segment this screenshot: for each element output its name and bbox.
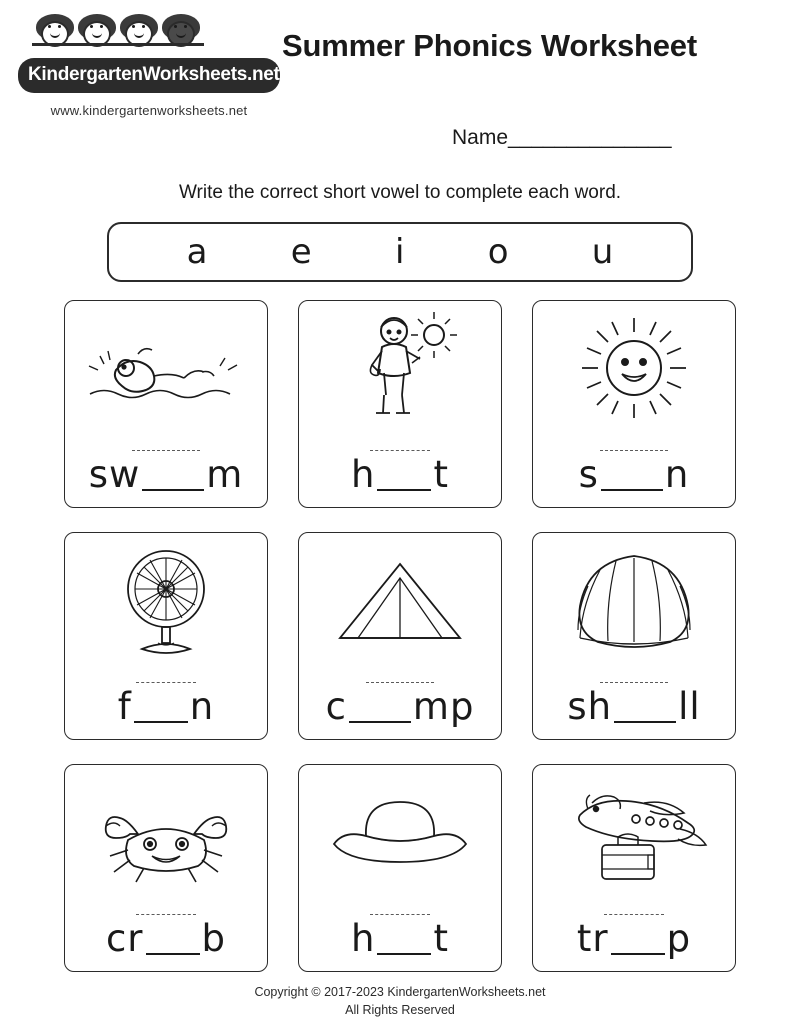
fan-icon: [76, 539, 256, 665]
name-field-label[interactable]: Name______________: [452, 126, 672, 149]
child-icon-2: [74, 14, 120, 56]
answer-blank-3[interactable]: [601, 463, 663, 493]
page-footer: [0, 983, 800, 1019]
word-6: [533, 685, 735, 728]
answer-blank-5[interactable]: [349, 695, 411, 725]
word-1: [65, 453, 267, 496]
answer-blank-4[interactable]: [134, 695, 188, 725]
word-8-prefix: h: [351, 917, 376, 960]
hot-child-icon: [310, 307, 490, 433]
problem-cell-1[interactable]: [64, 300, 268, 508]
page-header: [0, 0, 800, 160]
problem-grid: [64, 300, 736, 972]
crab-icon: [76, 771, 256, 897]
hat-icon: [310, 771, 490, 897]
problem-cell-3[interactable]: [532, 300, 736, 508]
answer-blank-9[interactable]: [611, 927, 665, 957]
word-7-suffix: b: [201, 917, 227, 960]
word-5-prefix: c: [325, 685, 347, 728]
handwriting-guide-8: [370, 914, 430, 915]
answer-blank-8[interactable]: [377, 927, 431, 957]
problem-cell-2[interactable]: [298, 300, 502, 508]
child-icon-4: [158, 14, 204, 56]
problem-cell-7[interactable]: [64, 764, 268, 972]
problem-cell-8[interactable]: [298, 764, 502, 972]
word-3: [533, 453, 735, 496]
vowel-option-u: u: [591, 232, 614, 272]
word-8: [299, 917, 501, 960]
handwriting-guide-5: [366, 682, 434, 683]
problem-cell-4[interactable]: [64, 532, 268, 740]
vowel-option-o: o: [487, 232, 509, 272]
swimming-icon: [76, 307, 256, 433]
word-6-suffix: ll: [678, 685, 701, 728]
tent-icon: [310, 539, 490, 665]
problem-cell-9[interactable]: [532, 764, 736, 972]
site-logo[interactable]: [18, 14, 280, 118]
problem-cell-6[interactable]: [532, 532, 736, 740]
handwriting-guide-2: [370, 450, 430, 451]
word-3-suffix: n: [664, 453, 690, 496]
word-9: [533, 917, 735, 960]
word-3-prefix: s: [578, 453, 599, 496]
sun-icon: [544, 307, 724, 433]
answer-blank-2[interactable]: [377, 463, 431, 493]
brand-name: KindergartenWorksheets.net: [18, 58, 280, 93]
word-4-suffix: n: [189, 685, 215, 728]
word-7: [65, 917, 267, 960]
word-2-suffix: t: [433, 453, 449, 496]
word-2: [299, 453, 501, 496]
site-url: www.kindergartenworksheets.net: [50, 103, 248, 118]
word-1-suffix: m: [206, 453, 244, 496]
child-icon-3: [116, 14, 162, 56]
word-5-suffix: mp: [412, 685, 475, 728]
word-2-prefix: h: [351, 453, 376, 496]
word-4: [65, 685, 267, 728]
vowel-bank: [107, 222, 693, 282]
word-9-suffix: p: [666, 917, 692, 960]
handwriting-guide-6: [600, 682, 668, 683]
answer-blank-6[interactable]: [614, 695, 676, 725]
word-6-prefix: sh: [567, 685, 613, 728]
handwriting-guide-3: [600, 450, 668, 451]
vowel-option-a: a: [186, 232, 208, 272]
word-9-prefix: tr: [576, 917, 609, 960]
page-title: Summer Phonics Worksheet: [282, 28, 697, 63]
answer-blank-7[interactable]: [146, 927, 200, 957]
copyright-text: Copyright © 2017-2023 KindergartenWorksheets.net: [254, 984, 546, 999]
four-children-icon: [32, 14, 252, 56]
word-4-prefix: f: [117, 685, 132, 728]
shell-icon: [544, 539, 724, 665]
word-1-prefix: sw: [88, 453, 141, 496]
handwriting-guide-7: [136, 914, 196, 915]
handwriting-guide-1: [132, 450, 200, 451]
rights-text: All Rights Reserved: [345, 1002, 455, 1017]
problem-cell-5[interactable]: [298, 532, 502, 740]
vowel-option-e: e: [290, 232, 312, 272]
answer-blank-1[interactable]: [142, 463, 204, 493]
handwriting-guide-4: [136, 682, 196, 683]
word-8-suffix: t: [433, 917, 449, 960]
word-7-prefix: cr: [105, 917, 144, 960]
word-5: [299, 685, 501, 728]
instructions-text: Write the correct short vowel to complete each word.: [178, 182, 622, 203]
child-icon-1: [32, 14, 78, 56]
airplane-travel-icon: [544, 771, 724, 897]
handwriting-guide-9: [604, 914, 664, 915]
vowel-option-i: i: [394, 232, 405, 272]
